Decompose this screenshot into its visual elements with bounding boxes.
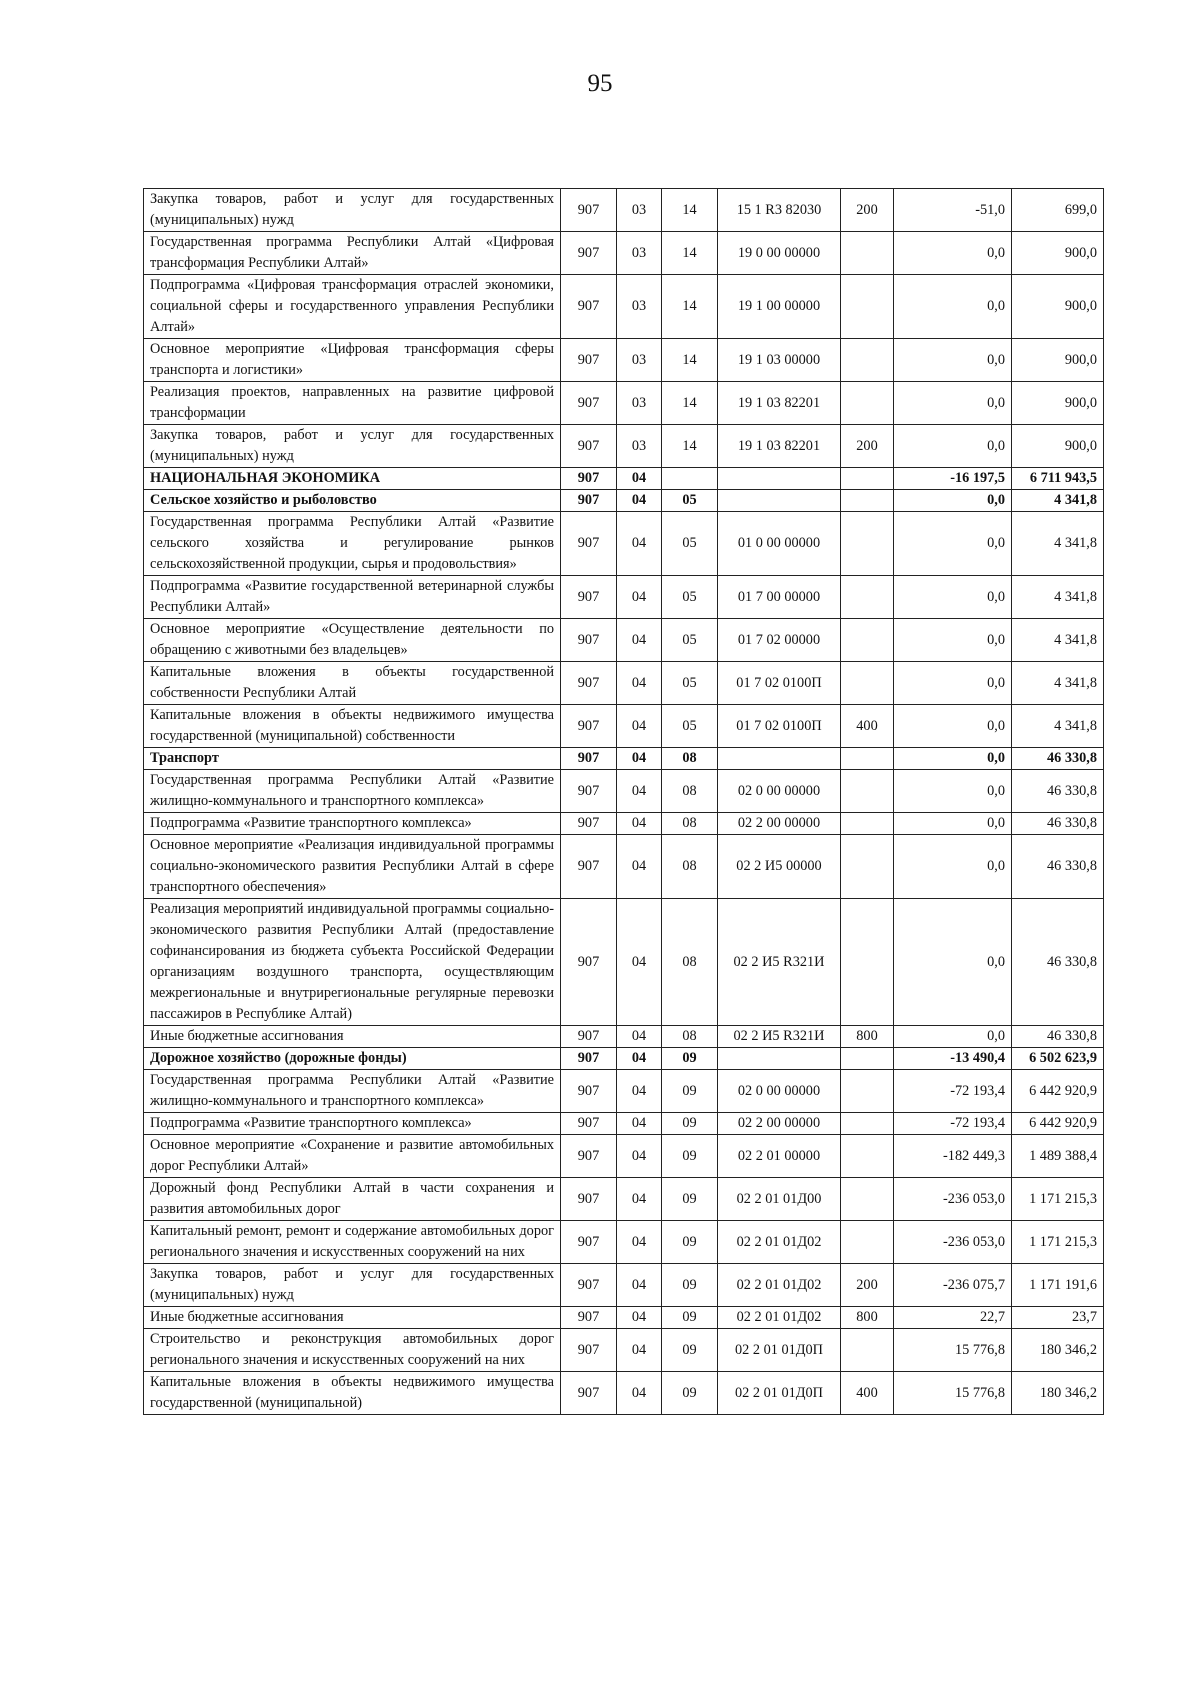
table-row <box>144 1048 1104 1070</box>
cell-expense-type <box>841 468 894 490</box>
cell-subsection: 05 <box>662 662 718 705</box>
cell-total-amount: 900,0 <box>1012 425 1104 468</box>
cell-grbs: 907 <box>561 1026 617 1048</box>
cell-grbs: 907 <box>561 339 617 382</box>
cell-section: 04 <box>617 770 662 813</box>
cell-name: Строительство и реконструкция автомобильных дорог регионального значения и искусственных сооружений на них <box>144 1329 561 1372</box>
cell-section: 04 <box>617 1113 662 1135</box>
cell-name: Подпрограмма «Цифровая трансформация отраслей экономики, социальной сферы и государственного управления Республики Алтай» <box>144 275 561 339</box>
cell-section: 04 <box>617 468 662 490</box>
table-row <box>144 748 1104 770</box>
cell-expense-type <box>841 490 894 512</box>
cell-change-amount: 0,0 <box>894 512 1012 576</box>
cell-expense-type <box>841 813 894 835</box>
cell-expense-type <box>841 1221 894 1264</box>
cell-total-amount: 46 330,8 <box>1012 1026 1104 1048</box>
cell-total-amount: 46 330,8 <box>1012 835 1104 899</box>
cell-target-article: 01 7 02 0100П <box>718 705 841 748</box>
table-row <box>144 1372 1104 1415</box>
cell-name: Государственная программа Республики Алтай «Развитие жилищно-коммунального и транспортного комплекса» <box>144 770 561 813</box>
cell-expense-type <box>841 1135 894 1178</box>
table-row <box>144 1178 1104 1221</box>
cell-subsection: 09 <box>662 1307 718 1329</box>
cell-section: 04 <box>617 1264 662 1307</box>
cell-name: Дорожный фонд Республики Алтай в части сохранения и развития автомобильных дорог <box>144 1178 561 1221</box>
cell-change-amount: 0,0 <box>894 576 1012 619</box>
cell-name: Государственная программа Республики Алтай «Развитие жилищно-коммунального и транспортного комплекса» <box>144 1070 561 1113</box>
cell-target-article <box>718 490 841 512</box>
cell-section: 04 <box>617 512 662 576</box>
cell-subsection: 14 <box>662 425 718 468</box>
cell-target-article: 01 0 00 00000 <box>718 512 841 576</box>
cell-grbs: 907 <box>561 490 617 512</box>
cell-section: 04 <box>617 835 662 899</box>
cell-change-amount: 15 776,8 <box>894 1372 1012 1415</box>
cell-change-amount: 0,0 <box>894 490 1012 512</box>
cell-section: 04 <box>617 1135 662 1178</box>
cell-name: Капитальные вложения в объекты государственной собственности Республики Алтай <box>144 662 561 705</box>
cell-subsection: 09 <box>662 1048 718 1070</box>
cell-grbs: 907 <box>561 662 617 705</box>
cell-section: 03 <box>617 275 662 339</box>
cell-section: 03 <box>617 189 662 232</box>
cell-section: 04 <box>617 899 662 1026</box>
cell-subsection: 09 <box>662 1372 718 1415</box>
cell-total-amount: 4 341,8 <box>1012 576 1104 619</box>
cell-target-article: 19 1 03 82201 <box>718 382 841 425</box>
cell-target-article <box>718 1048 841 1070</box>
table-row <box>144 339 1104 382</box>
cell-total-amount: 46 330,8 <box>1012 748 1104 770</box>
cell-grbs: 907 <box>561 748 617 770</box>
cell-subsection <box>662 468 718 490</box>
cell-total-amount: 46 330,8 <box>1012 899 1104 1026</box>
cell-target-article: 01 7 02 0100П <box>718 662 841 705</box>
cell-change-amount: -16 197,5 <box>894 468 1012 490</box>
cell-change-amount: 0,0 <box>894 835 1012 899</box>
cell-subsection: 05 <box>662 490 718 512</box>
cell-expense-type <box>841 619 894 662</box>
cell-name: Подпрограмма «Развитие транспортного комплекса» <box>144 1113 561 1135</box>
cell-grbs: 907 <box>561 619 617 662</box>
cell-section: 04 <box>617 1026 662 1048</box>
cell-expense-type: 800 <box>841 1307 894 1329</box>
cell-change-amount: -236 075,7 <box>894 1264 1012 1307</box>
cell-total-amount: 23,7 <box>1012 1307 1104 1329</box>
cell-total-amount: 6 442 920,9 <box>1012 1070 1104 1113</box>
cell-target-article: 02 2 00 00000 <box>718 813 841 835</box>
table-row <box>144 232 1104 275</box>
cell-total-amount: 900,0 <box>1012 275 1104 339</box>
cell-grbs: 907 <box>561 813 617 835</box>
cell-subsection: 09 <box>662 1070 718 1113</box>
cell-subsection: 09 <box>662 1264 718 1307</box>
cell-total-amount: 46 330,8 <box>1012 813 1104 835</box>
table-row <box>144 705 1104 748</box>
cell-grbs: 907 <box>561 1329 617 1372</box>
cell-expense-type: 400 <box>841 1372 894 1415</box>
cell-grbs: 907 <box>561 705 617 748</box>
cell-change-amount: 22,7 <box>894 1307 1012 1329</box>
cell-section: 04 <box>617 1307 662 1329</box>
cell-subsection: 14 <box>662 275 718 339</box>
cell-subsection: 09 <box>662 1178 718 1221</box>
cell-target-article: 02 2 И5 00000 <box>718 835 841 899</box>
cell-total-amount: 4 341,8 <box>1012 512 1104 576</box>
table-row <box>144 468 1104 490</box>
cell-target-article: 02 2 01 01Д02 <box>718 1221 841 1264</box>
cell-subsection: 05 <box>662 512 718 576</box>
table-body <box>144 189 1104 1415</box>
cell-expense-type <box>841 339 894 382</box>
cell-section: 03 <box>617 425 662 468</box>
table-row <box>144 619 1104 662</box>
cell-name: Подпрограмма «Развитие транспортного комплекса» <box>144 813 561 835</box>
cell-target-article: 19 1 03 00000 <box>718 339 841 382</box>
table-row <box>144 1070 1104 1113</box>
cell-name: Закупка товаров, работ и услуг для государственных (муниципальных) нужд <box>144 189 561 232</box>
cell-expense-type <box>841 1070 894 1113</box>
cell-grbs: 907 <box>561 1135 617 1178</box>
cell-grbs: 907 <box>561 1048 617 1070</box>
cell-section: 04 <box>617 748 662 770</box>
cell-target-article: 02 2 И5 R321И <box>718 1026 841 1048</box>
cell-section: 04 <box>617 619 662 662</box>
table-row <box>144 512 1104 576</box>
cell-change-amount: 0,0 <box>894 339 1012 382</box>
cell-grbs: 907 <box>561 1307 617 1329</box>
cell-name: Государственная программа Республики Алтай «Цифровая трансформация Республики Алтай» <box>144 232 561 275</box>
cell-expense-type <box>841 1048 894 1070</box>
cell-grbs: 907 <box>561 576 617 619</box>
cell-expense-type <box>841 382 894 425</box>
cell-total-amount: 180 346,2 <box>1012 1329 1104 1372</box>
cell-expense-type: 200 <box>841 425 894 468</box>
cell-change-amount: 0,0 <box>894 1026 1012 1048</box>
cell-subsection: 09 <box>662 1329 718 1372</box>
cell-subsection: 08 <box>662 813 718 835</box>
cell-change-amount: 0,0 <box>894 748 1012 770</box>
cell-subsection: 14 <box>662 339 718 382</box>
cell-subsection: 05 <box>662 619 718 662</box>
table-row <box>144 813 1104 835</box>
cell-grbs: 907 <box>561 835 617 899</box>
cell-expense-type <box>841 232 894 275</box>
cell-expense-type <box>841 576 894 619</box>
cell-total-amount: 4 341,8 <box>1012 705 1104 748</box>
cell-change-amount: -13 490,4 <box>894 1048 1012 1070</box>
cell-grbs: 907 <box>561 899 617 1026</box>
table-row <box>144 1329 1104 1372</box>
cell-total-amount: 6 711 943,5 <box>1012 468 1104 490</box>
cell-target-article: 02 2 01 01Д00 <box>718 1178 841 1221</box>
cell-name: Основное мероприятие «Реализация индивидуальной программы социально-экономического развития Республики Алтай в сфере транспортного обеспечения» <box>144 835 561 899</box>
cell-total-amount: 6 502 623,9 <box>1012 1048 1104 1070</box>
cell-section: 04 <box>617 705 662 748</box>
cell-target-article: 02 2 01 01Д0П <box>718 1372 841 1415</box>
cell-expense-type: 200 <box>841 1264 894 1307</box>
cell-target-article: 02 2 01 01Д02 <box>718 1307 841 1329</box>
cell-target-article: 01 7 00 00000 <box>718 576 841 619</box>
cell-expense-type <box>841 835 894 899</box>
table-row <box>144 1026 1104 1048</box>
cell-name: Государственная программа Республики Алтай «Развитие сельского хозяйства и регулирование рынков сельскохозяйственной продукции, сырья и продовольствия» <box>144 512 561 576</box>
cell-name: Капитальные вложения в объекты недвижимого имущества государственной (муниципальной) собственности <box>144 705 561 748</box>
cell-section: 04 <box>617 1048 662 1070</box>
cell-subsection: 14 <box>662 232 718 275</box>
cell-change-amount: 15 776,8 <box>894 1329 1012 1372</box>
cell-section: 03 <box>617 382 662 425</box>
cell-expense-type <box>841 748 894 770</box>
cell-target-article: 02 0 00 00000 <box>718 770 841 813</box>
table-row <box>144 576 1104 619</box>
table-row <box>144 425 1104 468</box>
cell-expense-type <box>841 662 894 705</box>
cell-target-article: 02 2 01 01Д0П <box>718 1329 841 1372</box>
cell-change-amount: 0,0 <box>894 705 1012 748</box>
cell-grbs: 907 <box>561 770 617 813</box>
cell-expense-type <box>841 1329 894 1372</box>
cell-change-amount: 0,0 <box>894 899 1012 1026</box>
table-row <box>144 1135 1104 1178</box>
cell-section: 03 <box>617 339 662 382</box>
cell-expense-type <box>841 770 894 813</box>
cell-change-amount: 0,0 <box>894 425 1012 468</box>
cell-subsection: 08 <box>662 748 718 770</box>
cell-target-article: 02 2 И5 R321И <box>718 899 841 1026</box>
cell-expense-type <box>841 1113 894 1135</box>
cell-change-amount: -236 053,0 <box>894 1178 1012 1221</box>
cell-total-amount: 900,0 <box>1012 339 1104 382</box>
cell-grbs: 907 <box>561 275 617 339</box>
table-row <box>144 1307 1104 1329</box>
cell-section: 04 <box>617 1070 662 1113</box>
cell-name: Иные бюджетные ассигнования <box>144 1307 561 1329</box>
cell-change-amount: 0,0 <box>894 275 1012 339</box>
cell-name: Закупка товаров, работ и услуг для государственных (муниципальных) нужд <box>144 425 561 468</box>
page-number: 95 <box>587 70 613 97</box>
cell-target-article: 15 1 R3 82030 <box>718 189 841 232</box>
cell-expense-type: 400 <box>841 705 894 748</box>
cell-change-amount: 0,0 <box>894 813 1012 835</box>
cell-subsection: 08 <box>662 899 718 1026</box>
cell-expense-type <box>841 1178 894 1221</box>
cell-name: Сельское хозяйство и рыболовство <box>144 490 561 512</box>
cell-subsection: 08 <box>662 835 718 899</box>
cell-target-article: 01 7 02 00000 <box>718 619 841 662</box>
cell-target-article: 02 2 01 00000 <box>718 1135 841 1178</box>
cell-name: Реализация мероприятий индивидуальной программы социально-экономического развития Республики Алтай (предоставление софинансирования из бюджета субъекта Российской Федерации организациям воздушного транспорта, осуществляющим межрегиональные и внутрирегиональные регулярные перевозки пассажиров в Республике Алтай) <box>144 899 561 1026</box>
cell-name: Подпрограмма «Развитие государственной ветеринарной службы Республики Алтай» <box>144 576 561 619</box>
cell-subsection: 14 <box>662 382 718 425</box>
table-row <box>144 490 1104 512</box>
cell-subsection: 09 <box>662 1221 718 1264</box>
cell-name: Транспорт <box>144 748 561 770</box>
cell-name: НАЦИОНАЛЬНАЯ ЭКОНОМИКА <box>144 468 561 490</box>
cell-section: 04 <box>617 490 662 512</box>
cell-name: Капитальные вложения в объекты недвижимого имущества государственной (муниципальной) <box>144 1372 561 1415</box>
cell-total-amount: 46 330,8 <box>1012 770 1104 813</box>
cell-change-amount: 0,0 <box>894 770 1012 813</box>
table-row <box>144 1264 1104 1307</box>
cell-name: Основное мероприятие «Сохранение и развитие автомобильных дорог Республики Алтай» <box>144 1135 561 1178</box>
cell-change-amount: 0,0 <box>894 382 1012 425</box>
cell-total-amount: 180 346,2 <box>1012 1372 1104 1415</box>
cell-grbs: 907 <box>561 425 617 468</box>
cell-target-article <box>718 748 841 770</box>
cell-total-amount: 6 442 920,9 <box>1012 1113 1104 1135</box>
cell-subsection: 05 <box>662 576 718 619</box>
cell-grbs: 907 <box>561 468 617 490</box>
cell-section: 04 <box>617 1329 662 1372</box>
cell-change-amount: -72 193,4 <box>894 1113 1012 1135</box>
cell-target-article: 02 0 00 00000 <box>718 1070 841 1113</box>
cell-name: Дорожное хозяйство (дорожные фонды) <box>144 1048 561 1070</box>
cell-total-amount: 4 341,8 <box>1012 619 1104 662</box>
cell-total-amount: 1 489 388,4 <box>1012 1135 1104 1178</box>
cell-total-amount: 1 171 215,3 <box>1012 1178 1104 1221</box>
cell-section: 04 <box>617 576 662 619</box>
cell-grbs: 907 <box>561 232 617 275</box>
cell-change-amount: -51,0 <box>894 189 1012 232</box>
cell-grbs: 907 <box>561 1070 617 1113</box>
cell-grbs: 907 <box>561 189 617 232</box>
table-row <box>144 662 1104 705</box>
table-row <box>144 275 1104 339</box>
cell-grbs: 907 <box>561 1178 617 1221</box>
cell-total-amount: 4 341,8 <box>1012 490 1104 512</box>
cell-section: 03 <box>617 232 662 275</box>
cell-subsection: 08 <box>662 1026 718 1048</box>
cell-section: 04 <box>617 1221 662 1264</box>
cell-section: 04 <box>617 1372 662 1415</box>
table-row <box>144 770 1104 813</box>
table-row <box>144 382 1104 425</box>
cell-grbs: 907 <box>561 512 617 576</box>
cell-name: Основное мероприятие «Цифровая трансформация сферы транспорта и логистики» <box>144 339 561 382</box>
cell-name: Закупка товаров, работ и услуг для государственных (муниципальных) нужд <box>144 1264 561 1307</box>
cell-expense-type: 800 <box>841 1026 894 1048</box>
cell-total-amount: 1 171 215,3 <box>1012 1221 1104 1264</box>
cell-section: 04 <box>617 662 662 705</box>
table-row <box>144 899 1104 1026</box>
table-row <box>144 189 1104 232</box>
cell-grbs: 907 <box>561 1113 617 1135</box>
cell-total-amount: 699,0 <box>1012 189 1104 232</box>
cell-change-amount: -182 449,3 <box>894 1135 1012 1178</box>
cell-grbs: 907 <box>561 382 617 425</box>
cell-expense-type <box>841 275 894 339</box>
table-row <box>144 1221 1104 1264</box>
cell-total-amount: 4 341,8 <box>1012 662 1104 705</box>
cell-total-amount: 900,0 <box>1012 382 1104 425</box>
cell-target-article <box>718 468 841 490</box>
cell-grbs: 907 <box>561 1264 617 1307</box>
cell-name: Капитальный ремонт, ремонт и содержание автомобильных дорог регионального значения и искусственных сооружений на них <box>144 1221 561 1264</box>
cell-change-amount: -236 053,0 <box>894 1221 1012 1264</box>
cell-expense-type <box>841 512 894 576</box>
table-row <box>144 1113 1104 1135</box>
table-row <box>144 835 1104 899</box>
cell-subsection: 05 <box>662 705 718 748</box>
cell-name: Основное мероприятие «Осуществление деятельности по обращению с животными без владельцев» <box>144 619 561 662</box>
cell-change-amount: 0,0 <box>894 662 1012 705</box>
budget-table <box>143 188 1104 1415</box>
cell-target-article: 19 0 00 00000 <box>718 232 841 275</box>
cell-target-article: 02 2 00 00000 <box>718 1113 841 1135</box>
cell-name: Реализация проектов, направленных на развитие цифровой трансформации <box>144 382 561 425</box>
cell-expense-type: 200 <box>841 189 894 232</box>
cell-section: 04 <box>617 813 662 835</box>
cell-grbs: 907 <box>561 1372 617 1415</box>
cell-target-article: 19 1 00 00000 <box>718 275 841 339</box>
cell-target-article: 02 2 01 01Д02 <box>718 1264 841 1307</box>
cell-subsection: 14 <box>662 189 718 232</box>
cell-change-amount: 0,0 <box>894 232 1012 275</box>
cell-expense-type <box>841 899 894 1026</box>
cell-change-amount: -72 193,4 <box>894 1070 1012 1113</box>
cell-subsection: 09 <box>662 1135 718 1178</box>
cell-target-article: 19 1 03 82201 <box>718 425 841 468</box>
cell-total-amount: 900,0 <box>1012 232 1104 275</box>
cell-grbs: 907 <box>561 1221 617 1264</box>
cell-name: Иные бюджетные ассигнования <box>144 1026 561 1048</box>
cell-subsection: 08 <box>662 770 718 813</box>
cell-total-amount: 1 171 191,6 <box>1012 1264 1104 1307</box>
cell-change-amount: 0,0 <box>894 619 1012 662</box>
cell-subsection: 09 <box>662 1113 718 1135</box>
cell-section: 04 <box>617 1178 662 1221</box>
